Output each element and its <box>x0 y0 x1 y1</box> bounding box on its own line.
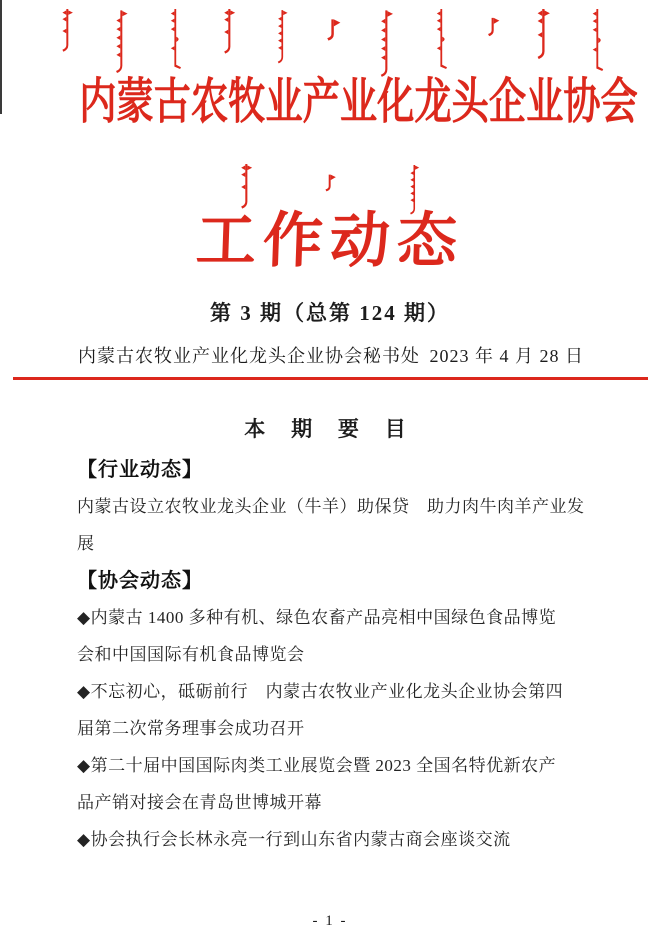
toc-item-line: 届第二次常务理事会成功召开 <box>77 719 305 738</box>
section-label-industry: 【行业动态】 <box>77 459 203 481</box>
toc-item-line: 展 <box>77 534 95 553</box>
scan-edge-artifact <box>0 0 2 114</box>
toc-item-line: 会和中国国际有机食品博览会 <box>77 645 305 664</box>
mongolian-word-icon <box>430 9 452 69</box>
mongolian-word-icon <box>110 9 132 75</box>
red-divider-rule <box>13 377 648 380</box>
mongolian-word-icon <box>324 13 342 47</box>
toc-item-line: 内蒙古设立农牧业龙头企业（牛羊）助保贷 助力肉牛肉羊产业发 <box>77 497 585 516</box>
toc-item-line: ◆协会执行会长林永亮一行到山东省内蒙古商会座谈交流 <box>77 830 511 849</box>
mongolian-word-icon <box>533 9 553 63</box>
publisher-date-line <box>78 342 584 368</box>
publisher-name: 内蒙古农牧业产业化龙头企业协会秘书处 <box>78 346 420 366</box>
mongolian-word-icon <box>322 172 338 194</box>
bulletin-title: 工作动态 <box>194 208 466 274</box>
section-label-association: 【协会动态】 <box>77 570 203 592</box>
mongolian-word-icon <box>164 9 186 69</box>
toc-item-line: ◆不忘初心，砥砺前行 内蒙古农牧业产业化龙头企业协会第四 <box>77 682 564 701</box>
mongolian-word-icon <box>272 9 292 65</box>
issue-number-line: 第 3 期（总第 124 期） <box>210 301 450 325</box>
publication-date: 2023 年 4 月 28 日 <box>429 346 584 366</box>
mongolian-word-icon <box>485 15 501 39</box>
toc-item-line: ◆第二十届中国国际肉类工业展览会暨 2023 全国名特优新农产 <box>77 756 557 775</box>
table-of-contents <box>77 449 592 856</box>
mongolian-word-icon <box>219 9 239 57</box>
organization-title: 内蒙古农牧业产业化龙头企业协会 <box>79 74 638 129</box>
mongolian-word-icon <box>586 9 608 71</box>
toc-item-line: ◆内蒙古 1400 多种有机、绿色农畜产品亮相中国绿色食品博览 <box>77 608 557 627</box>
page-number: - 1 - <box>312 913 348 929</box>
mongolian-word-icon <box>236 164 256 212</box>
toc-item-line: 品产销对接会在青岛世博城开幕 <box>77 793 322 812</box>
mongolian-word-icon <box>57 9 77 55</box>
toc-heading: 本 期 要 目 <box>244 418 416 441</box>
mongolian-word-icon <box>375 9 397 79</box>
mongolian-script-row-top <box>57 9 608 79</box>
